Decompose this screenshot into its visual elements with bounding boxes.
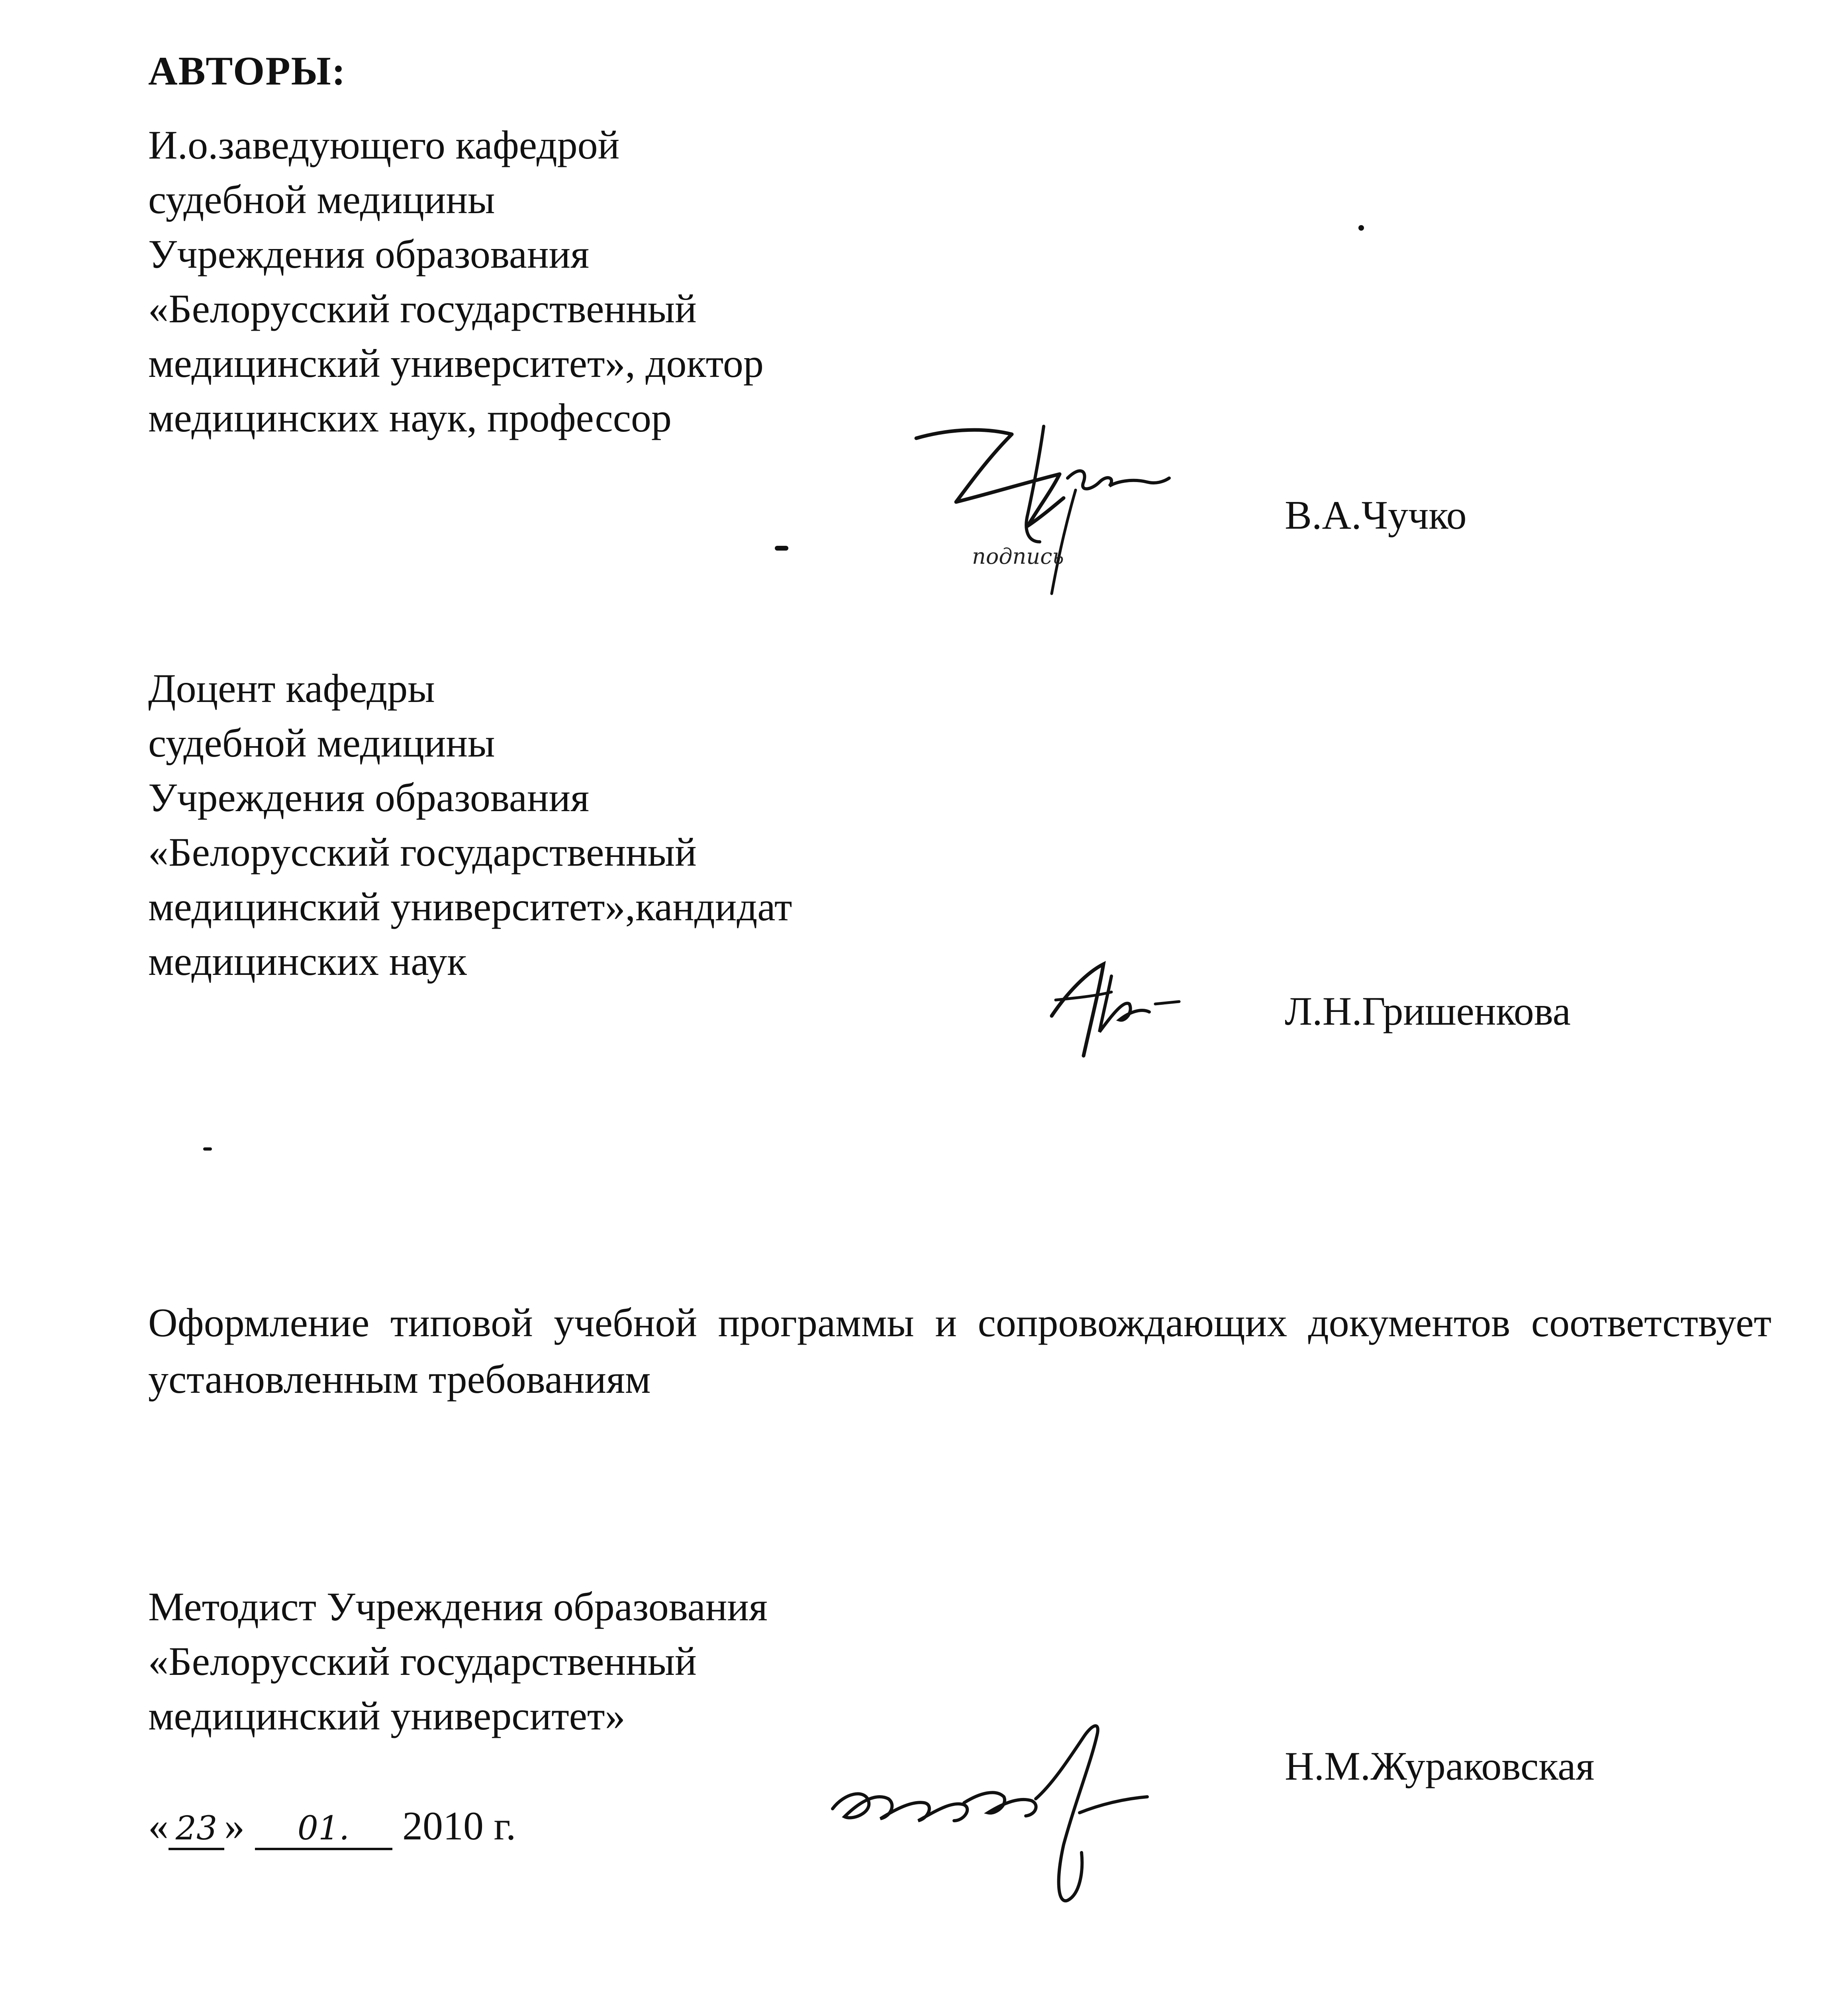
author-1-position: И.о.заведующего кафедрой судебной медицины Учреждения образования «Белорусский государственный медицинский университет», доктор медицинских наук, профессор: [148, 123, 764, 441]
compliance-statement: Оформление типовой учебной программы и сопровождающих документов соответствует установленным требованиям: [148, 1300, 1772, 1402]
scan-speck: [775, 546, 788, 551]
author-1-name: В.А.Чучко: [1285, 493, 1467, 538]
date-close-quote: »: [224, 1804, 245, 1849]
date-open-quote: «: [148, 1804, 169, 1849]
author-1-signature: [908, 422, 1171, 598]
author-2-signature: [1044, 952, 1187, 1064]
author-2-name: Л.Н.Гришенкова: [1285, 989, 1571, 1034]
authors-heading: АВТОРЫ:: [148, 49, 346, 94]
methodist-name: Н.М.Журaковская: [1285, 1744, 1595, 1789]
date-day: 23: [169, 1810, 224, 1850]
author-2-position: Доцент кафедры судебной медицины Учреждения образования «Белорусский государственный медицинский университет»,кандидат медицинских наук: [148, 666, 792, 984]
scan-speck: [1358, 225, 1364, 231]
methodist-position: Методист Учреждения образования «Белорусский государственный медицинский университет»: [148, 1584, 768, 1739]
methodist-date: [148, 1799, 516, 1853]
signature-caption: подпись: [972, 544, 1064, 569]
methodist-signature: [821, 1713, 1199, 1936]
date-year: 2010 г.: [402, 1804, 516, 1849]
scan-speck: [203, 1147, 212, 1151]
date-month: 01.: [255, 1810, 392, 1850]
